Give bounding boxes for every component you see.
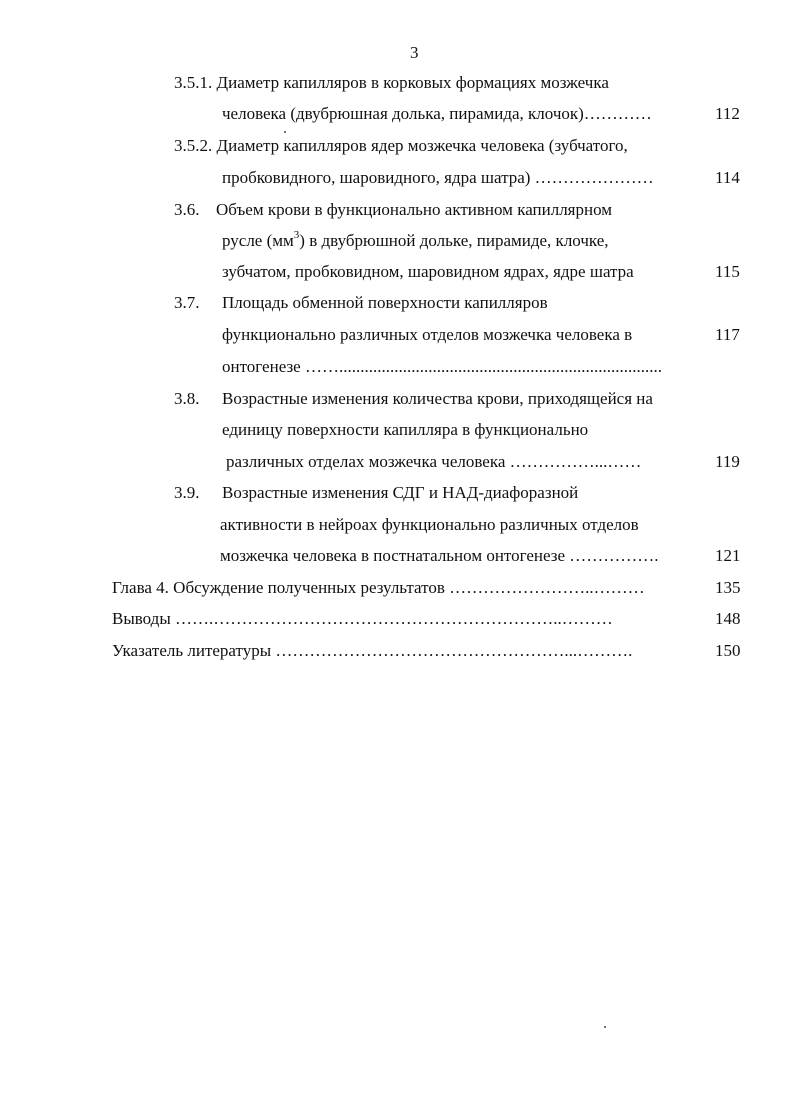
toc-entry-3-6-line3: зубчатом, пробковидном, шаровидном ядрах, ядре шатра	[222, 262, 634, 281]
toc-entry-3-7-number: 3.7.	[174, 293, 200, 312]
toc-entry-3-9-page: 121	[715, 546, 741, 565]
toc-entry-3-6-page: 115	[715, 262, 740, 281]
toc-entry-references-page: 150	[715, 641, 741, 660]
scan-speck	[284, 131, 286, 133]
toc-entry-3-8-line2: единицу поверхности капилляра в функционально	[222, 420, 589, 439]
toc-entry-3-5-1-line1: 3.5.1. Диаметр капилляров в корковых формациях мозжечка	[174, 73, 609, 92]
toc-entry-3-8-line3: различных отделах мозжечка человека ……………...……	[226, 452, 642, 471]
toc-entry-3-6-line1: Объем крови в функционально активном капиллярном	[216, 200, 613, 219]
toc-entry-3-7-line1: Площадь обменной поверхности капилляров	[222, 293, 548, 312]
toc-entry-3-6-number: 3.6.	[174, 200, 200, 219]
toc-entry-references: Указатель литературы ……………………………………………...……….	[112, 641, 633, 660]
toc-entry-3-6-line2	[222, 231, 609, 251]
toc-entry-chapter-4: Глава 4. Обсуждение полученных результатов ……………………..………	[112, 578, 645, 597]
toc-entry-3-5-2-page: 114	[715, 168, 740, 187]
toc-entry-conclusions-page: 148	[715, 609, 741, 628]
scan-speck	[604, 1026, 606, 1028]
toc-entry-3-6-line2-pre: русле (мм	[222, 231, 294, 250]
superscript-3: 3	[293, 229, 300, 242]
toc-entry-3-5-1-page: 112	[715, 104, 740, 123]
toc-entry-conclusions: Выводы …….……………………………………………………..………	[112, 609, 613, 628]
toc-entry-3-7-line3: онтогенезе ……............................................................................	[222, 357, 662, 376]
toc-entry-3-9-line2: активности в нейроах функционально различных отделов	[220, 515, 639, 534]
toc-entry-3-8-page: 119	[715, 452, 740, 471]
toc-entry-3-9-line3: мозжечка человека в постнатальном онтогенезе …………….	[220, 546, 659, 565]
toc-entry-3-7-line2: функционально различных отделов мозжечка человека в	[222, 325, 633, 344]
toc-entry-3-9-line1: Возрастные изменения СДГ и НАД-диафоразной	[222, 483, 579, 502]
toc-entry-3-7-page: 117	[715, 325, 740, 344]
toc-entry-3-5-1-line2: человека (двубрюшная долька, пирамида, клочок)…………	[222, 104, 652, 123]
toc-entry-3-6-line2-post: ) в двубрюшной дольке, пирамиде, клочке,	[299, 231, 609, 250]
toc-entry-chapter-4-page: 135	[715, 578, 741, 597]
toc-entry-3-5-2-line2: пробковидного, шаровидного, ядра шатра) …………………	[222, 168, 654, 187]
toc-entry-3-8-line1: Возрастные изменения количества крови, приходящейся на	[222, 389, 653, 408]
toc-entry-3-9-number: 3.9.	[174, 483, 200, 502]
toc-entry-3-8-number: 3.8.	[174, 389, 200, 408]
toc-entry-3-5-2-line1: 3.5.2. Диаметр капилляров ядер мозжечка человека (зубчатого,	[174, 136, 628, 155]
page-number: 3	[410, 43, 419, 62]
